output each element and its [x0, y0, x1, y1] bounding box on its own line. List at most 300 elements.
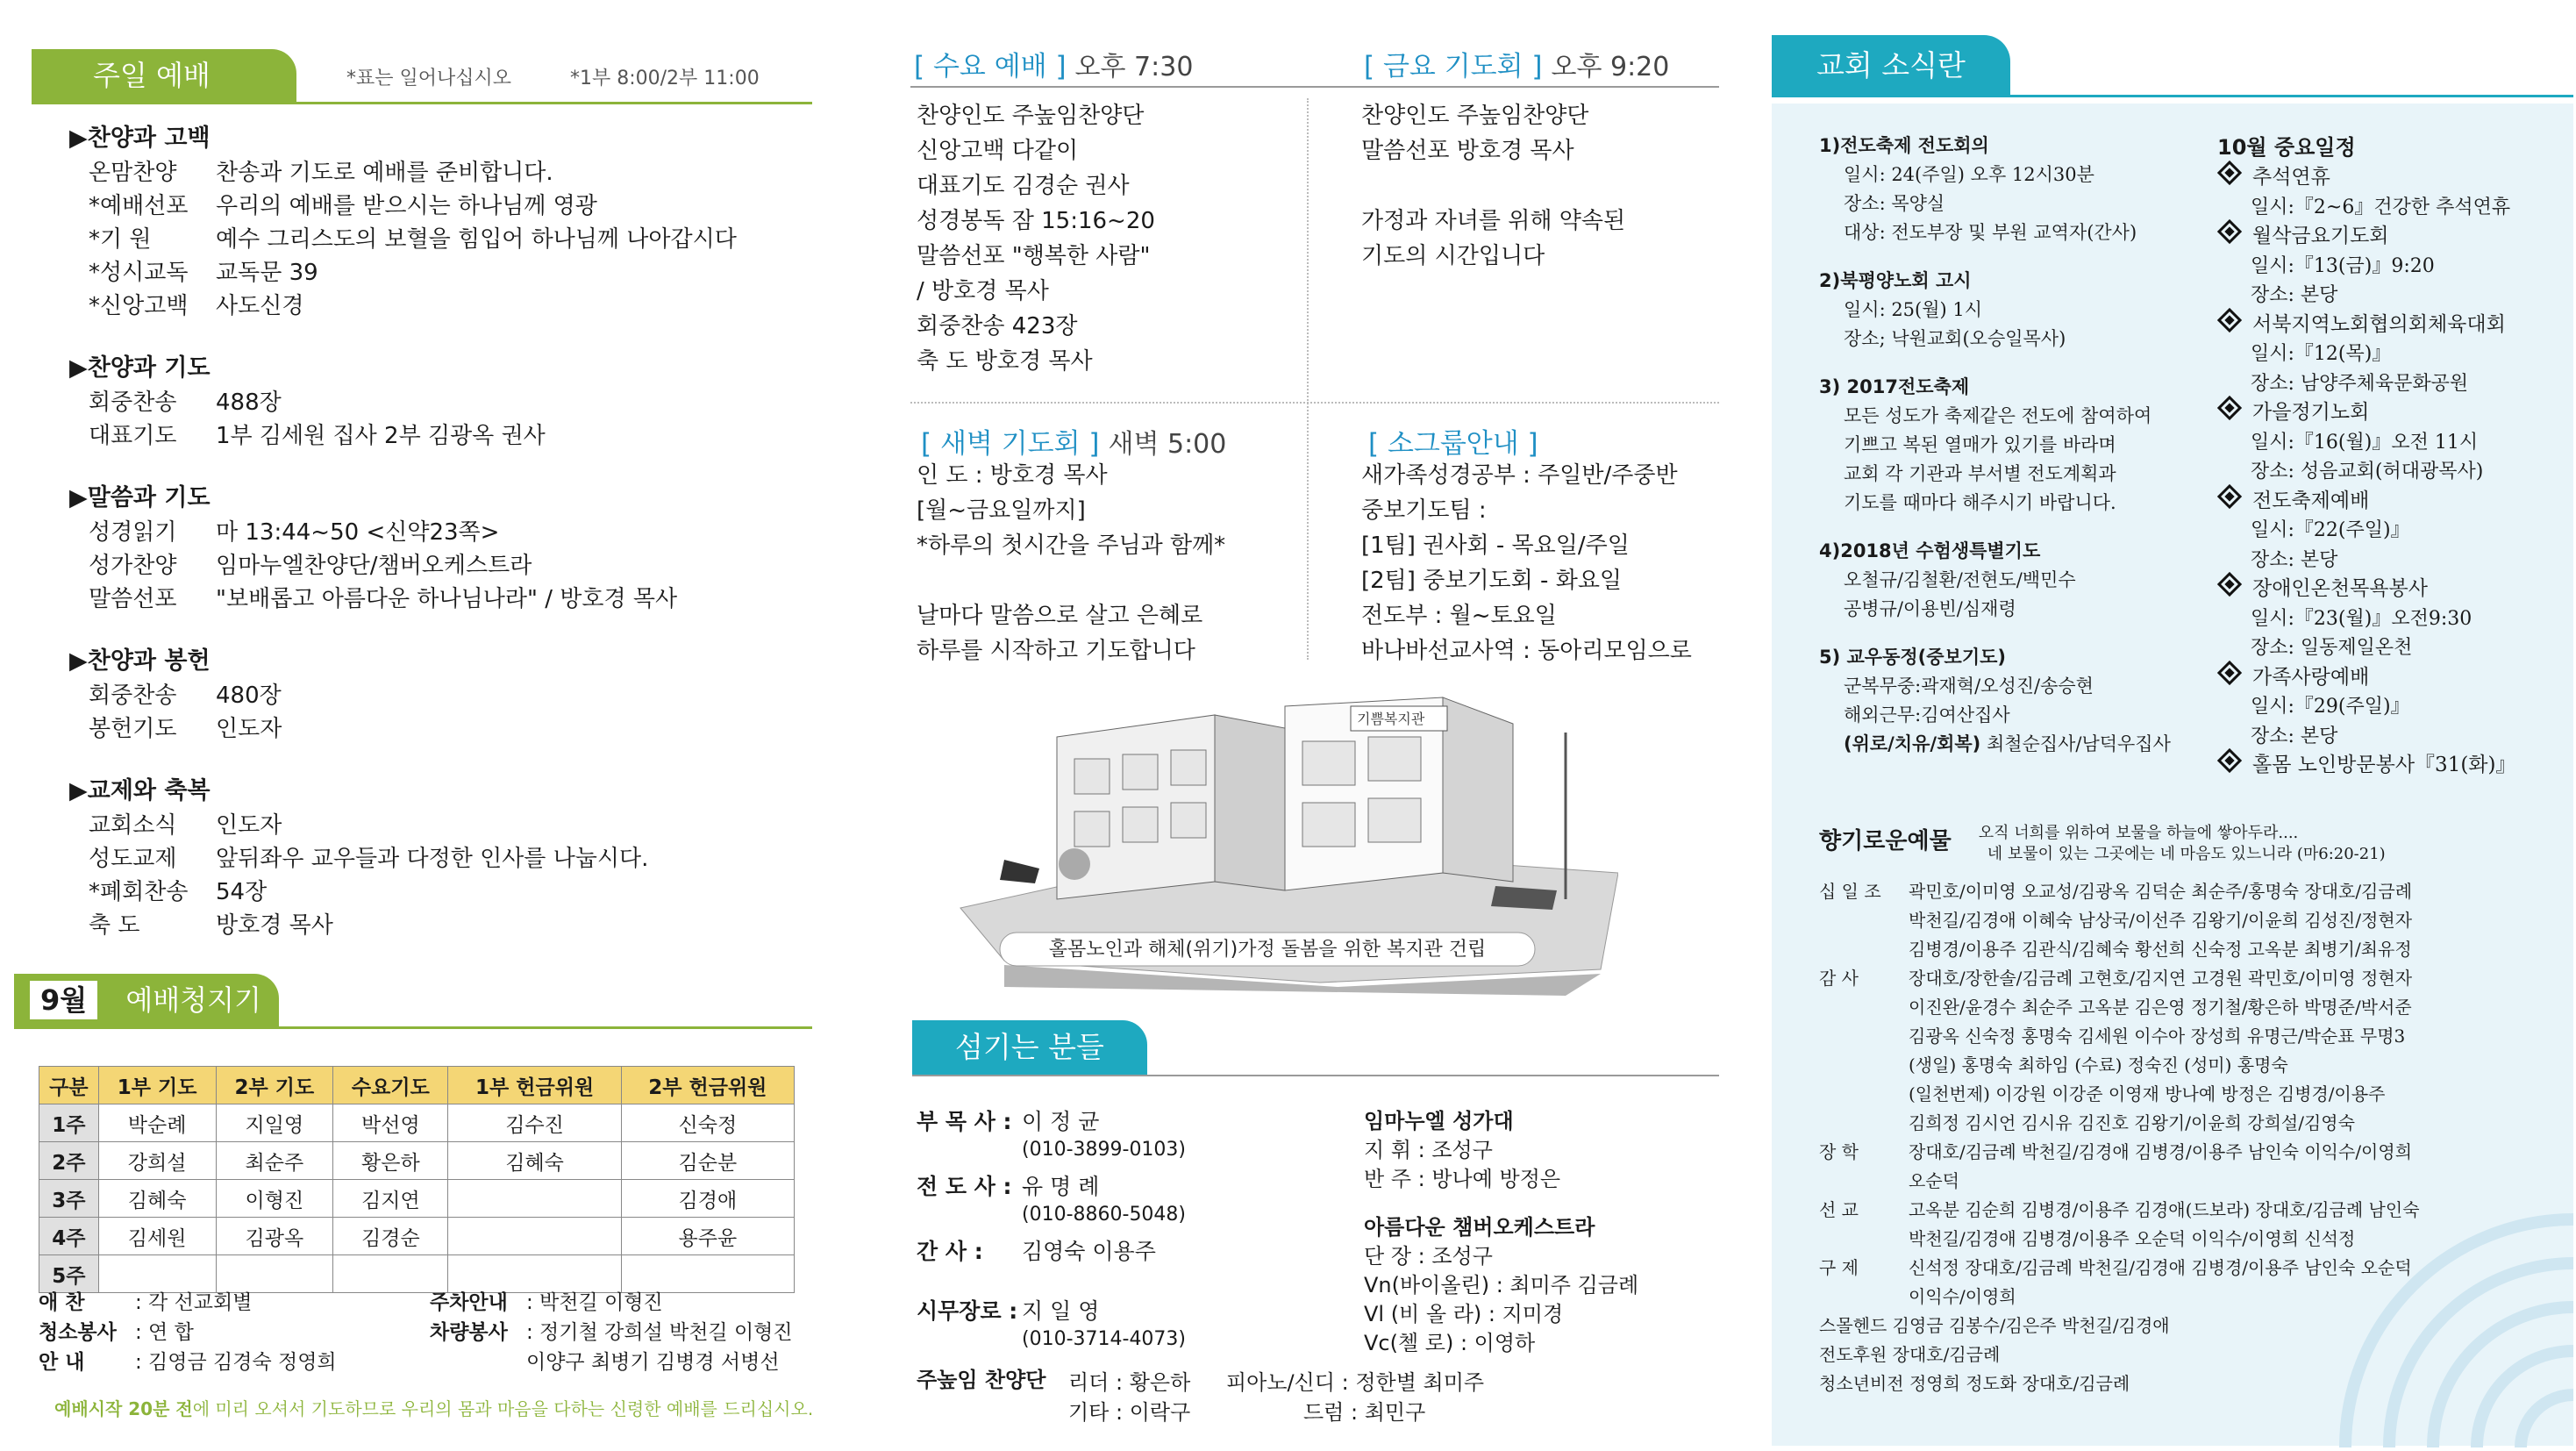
staff-names: 이양구 최병기 김병경 서병선 [526, 1351, 780, 1374]
offering-names: 스몰헨드 김영금 김봉수/김은주 박천길/김경애 [1819, 1315, 2170, 1336]
staff-names: : 연 합 [135, 1321, 194, 1344]
event-name: 서북지역노회협의회체육대회 [2252, 312, 2506, 336]
october-event [2217, 575, 2516, 604]
schedule-month: 9월 [30, 981, 97, 1019]
order-label: 교회소식 [89, 812, 177, 839]
table-cell: 강희설 [98, 1142, 216, 1180]
schedule-tab [14, 974, 279, 1026]
praise-team [917, 1365, 1045, 1395]
diamond-bullet-icon [2217, 660, 2242, 684]
order-value: "보배롭고 아름다운 하나님나라" / 방호경 목사 [216, 586, 678, 612]
offering-line [1819, 964, 2420, 993]
table-cell: 김순분 [621, 1142, 794, 1180]
event-name: 월삭금요기도회 [2252, 225, 2389, 247]
staff-row [430, 1347, 793, 1377]
text-line: 가정과 자녀를 위해 약속된 [1361, 208, 1626, 234]
friday-order [1361, 98, 1625, 274]
order-row [67, 289, 812, 323]
order-value: 방호경 목사 [216, 912, 333, 939]
event-name: 장애인온천목욕봉사 [2252, 577, 2428, 600]
staff-names: : 김영금 김경숙 정영희 [135, 1351, 337, 1374]
offering-names: 오순덕 [1909, 1170, 1959, 1191]
staff-row [430, 1288, 793, 1318]
order-value: 488장 [216, 390, 282, 416]
offering-names: 이익수/이영희 [1909, 1286, 2016, 1307]
wednesday-time: 오후 7:30 [1074, 52, 1194, 82]
text-line: 바나바선교사역 : 동아리모임으로 [1361, 638, 1692, 664]
worship-section [67, 644, 812, 746]
october-event [2217, 487, 2516, 517]
order-row [67, 679, 812, 712]
groups-title: [ 소그룹안내 ] [1368, 428, 1538, 460]
column-header: 2부 기도 [216, 1067, 333, 1104]
offering-names: 청소년비전 정영희 정도화 장대호/김금례 [1819, 1373, 2130, 1394]
servant-entry [917, 1237, 1186, 1267]
servant-entry [917, 1107, 1186, 1163]
table-cell: 3주 [39, 1180, 99, 1218]
event-detail: 장소: 본당 [2251, 284, 2338, 306]
order-label: 대표기도 [89, 423, 177, 449]
staff-role: 청소봉사 [39, 1321, 117, 1344]
groups-list [1361, 458, 1692, 668]
news-tab-rule [1772, 95, 2573, 97]
building-sign: 기쁨복지관 [1357, 711, 1425, 727]
worship-note-time: *1부 8:00/2부 11:00 [570, 68, 760, 89]
staff-row [430, 1318, 793, 1347]
table-row [39, 1104, 795, 1142]
order-row [67, 516, 812, 549]
offering-names: (생일) 홍명숙 최하임 (수료) 정숙진 (성미) 홍명숙 [1909, 1054, 2288, 1076]
servant-name: 유 명 례 [1022, 1174, 1100, 1199]
news-line: 모든 성도가 축제같은 전도에 참여하여 [1844, 405, 2152, 426]
diamond-bullet-icon [2217, 396, 2242, 420]
column-header: 구분 [39, 1067, 99, 1104]
footer-rest: 에 미리 오셔서 기도하므로 우리의 몸과 마음을 다하는 신령한 예배를 드리십시오. [192, 1398, 814, 1419]
servant-line [917, 1107, 1186, 1137]
servant-role: 부 목 사 : [917, 1109, 1012, 1134]
table-cell: 김광옥 [216, 1218, 333, 1255]
worship-tab-title: 주일 예배 [93, 59, 211, 92]
news-item-title: 5) 교우동정(중보기도) [1819, 647, 2007, 668]
offering-verse2: 네 보물이 있는 그곳에는 네 마음도 있느니라 (마6:20-21) [1987, 845, 2386, 863]
offering-names: 박천길/김경애 이혜숙 남상국/이선주 김왕기/이윤희 김성진/정현자 [1909, 910, 2413, 931]
text-line [1361, 168, 1625, 204]
offering-title: 향기로운예물 [1819, 828, 1952, 854]
table-cell: 5주 [39, 1255, 99, 1293]
text-line: [1팀] 권사회 - 목요일/주일 [1361, 533, 1630, 559]
table-cell: 용주윤 [621, 1218, 794, 1255]
staff-role: 차량봉사 [430, 1321, 508, 1344]
order-row [67, 842, 812, 876]
event-name: 가을정기노회 [2252, 401, 2370, 424]
table-cell: 1주 [39, 1104, 99, 1142]
news-item [1819, 267, 2171, 354]
servant-name: 김영숙 이용주 [1022, 1239, 1156, 1264]
order-label: *기 원 [89, 226, 152, 253]
table-cell: 4주 [39, 1218, 99, 1255]
schedule-tab-title: 예배청지기 [125, 983, 261, 1017]
schedule-rule [14, 1026, 812, 1029]
order-value: 교독문 39 [216, 260, 318, 286]
praise-guitar: 기타 : 이락구 [1068, 1400, 1191, 1425]
servants-staff [917, 1107, 1186, 1362]
table-cell: 지일영 [216, 1104, 333, 1142]
choir-block [1364, 1107, 1638, 1358]
news-line: 군복무중:곽재혁/오성진/송승현 [1844, 675, 2094, 697]
servant-line [917, 1237, 1186, 1267]
table-cell [448, 1180, 621, 1218]
news-bold: (위로/치유/회복) [1844, 733, 1981, 754]
event-name: 가족사랑예배 [2252, 665, 2370, 689]
news-line: 해외근무:김여산집사 [1844, 704, 2010, 726]
order-value: 480장 [216, 683, 282, 709]
column-header: 수요기도 [333, 1067, 448, 1104]
order-row [67, 909, 812, 942]
services-vdivider [1307, 98, 1309, 660]
servant-name: 이 정 균 [1022, 1109, 1100, 1134]
servant-phone: (010-8860-5048) [1022, 1204, 1187, 1226]
schedule-footer [54, 1395, 813, 1420]
table-cell: 박순례 [98, 1104, 216, 1142]
offering-verse1: 오직 너희를 위하여 보물을 하늘에 쌓아두라.... [1978, 824, 2299, 842]
text-line: [월~금요일까지] [917, 497, 1086, 524]
worship-order [67, 109, 812, 942]
order-label: 성가찬양 [89, 553, 177, 579]
october-list [2217, 163, 2516, 781]
servant-role: 전 도 사 : [917, 1174, 1012, 1199]
order-label: 회중찬송 [89, 390, 177, 416]
order-value: 앞뒤좌우 교우들과 다정한 인사를 나눕시다. [216, 846, 649, 872]
dawn-title: [ 새벽 기도회 ] [921, 428, 1100, 460]
order-row [67, 189, 812, 223]
order-label: *예배선포 [89, 193, 189, 219]
table-cell: 김수진 [448, 1104, 621, 1142]
offering-line [1819, 1051, 2420, 1080]
offering-line [1819, 993, 2420, 1022]
friday-header [1364, 44, 1669, 83]
table-cell: 최순주 [216, 1142, 333, 1180]
praise-drum: 드럼 : 최민구 [1303, 1400, 1426, 1425]
dawn-order [917, 458, 1225, 668]
order-value: 우리의 예배를 받으시는 하나님께 영광 [216, 193, 597, 219]
event-name: 홀몸 노인방문봉사『31(화)』 [2252, 754, 2516, 776]
offering-category: 구 제 [1819, 1257, 1859, 1278]
wednesday-order [917, 98, 1155, 379]
servant-line [917, 1172, 1186, 1202]
news-line: 기쁘고 복된 열매가 있기를 바라며 [1844, 434, 2116, 455]
worship-section [67, 121, 812, 323]
text-line: 날마다 말씀으로 살고 은혜로 [917, 603, 1203, 629]
event-detail: 장소: 본당 [2251, 725, 2338, 747]
october-schedule [2217, 132, 2516, 781]
order-row [67, 156, 812, 189]
worship-tab [32, 49, 296, 102]
servant-phone: (010-3899-0103) [1022, 1139, 1187, 1161]
car-left [1000, 860, 1039, 883]
offering-category: 선 교 [1819, 1199, 1859, 1220]
offering-header [1819, 823, 2386, 865]
diamond-bullet-icon [2217, 307, 2242, 332]
text-line: 신앙고백 다같이 [917, 138, 1079, 164]
event-detail: 일시:『16(월)』오전 11시 [2251, 431, 2479, 454]
praise-leader: 리더 : 황은하 [1068, 1370, 1191, 1395]
order-label: 성경읽기 [89, 519, 177, 546]
offering-line [1819, 906, 2420, 935]
praise-title: 주높임 찬양단 [917, 1368, 1046, 1392]
news-item [1819, 537, 2171, 624]
order-value: 예수 그리스도의 보혈을 힘입어 하나님께 나아갑시다 [216, 226, 737, 253]
text-line: 회중찬송 423장 [917, 313, 1078, 340]
staff-row [39, 1347, 337, 1377]
order-row [67, 386, 812, 419]
october-event [2217, 663, 2516, 693]
choir-line: 반 주 : 방나예 방정은 [1364, 1167, 1561, 1191]
table-cell: 김세원 [98, 1218, 216, 1255]
diamond-bullet-icon [2217, 219, 2242, 244]
order-value: 인도자 [216, 716, 282, 742]
services-rule [910, 86, 1719, 88]
table-row [39, 1142, 795, 1180]
table-row [39, 1218, 795, 1255]
choir2-title: 아름다운 챔버오케스트라 [1364, 1215, 1595, 1240]
friday-title: [ 금요 기도회 ] [1364, 51, 1543, 82]
offering-names: 박천길/김경애 김병경/이용주 오순덕 이익수/이영희 신석정 [1909, 1228, 2356, 1249]
friday-time: 오후 9:20 [1551, 52, 1670, 82]
servant-name: 지 일 영 [1022, 1298, 1100, 1324]
choir-line: Vn(바이올린) : 최미주 김금례 [1364, 1273, 1639, 1297]
offering-names: 고옥분 김순희 김병경/이용주 김경애(드보라) 장대호/김금례 남인숙 [1909, 1199, 2420, 1220]
offering-line [1819, 935, 2420, 964]
choir-line: Vc(첼 로) : 이영하 [1364, 1331, 1536, 1355]
event-name: 전도축제예배 [2252, 489, 2370, 512]
staff-names: : 박천길 이형진 [526, 1291, 663, 1314]
servant-entry [917, 1172, 1186, 1228]
text-line: 말씀선포 "행복한 사람" [917, 243, 1151, 269]
table-cell: 김혜숙 [98, 1180, 216, 1218]
news-line [1819, 730, 2171, 759]
dawn-header [921, 421, 1226, 461]
building-side [1215, 715, 1285, 890]
offering-names: 김병경/이용주 김관식/김혜숙 황선희 신숙정 고옥분 최병기/최유정 [1909, 939, 2412, 960]
offering-line [1819, 1312, 2420, 1340]
text-line: *하루의 첫시간을 주님과 함께* [917, 533, 1226, 559]
offering-names: 전도후원 장대호/김금례 [1819, 1344, 2001, 1365]
choir1-list [1364, 1136, 1638, 1194]
choir-line: 단 장 : 조성구 [1364, 1244, 1493, 1269]
order-label: 봉헌기도 [89, 716, 177, 742]
event-detail: 일시:『2~6』건강한 추석연휴 [2251, 196, 2511, 218]
text-line: 인 도 : 방호경 목사 [917, 462, 1108, 489]
order-row [67, 549, 812, 583]
table-cell: 2주 [39, 1142, 99, 1180]
staff-left [39, 1288, 337, 1377]
servants-tab [912, 1020, 1147, 1075]
diamond-bullet-icon [2217, 161, 2242, 185]
order-value: 임마누엘찬양단/챔버오케스트라 [216, 553, 532, 579]
diamond-bullet-icon [2217, 748, 2242, 773]
section-title: ▶찬양과 고백 [69, 125, 211, 152]
news-line: 장소; 낙원교회(오승일목사) [1844, 328, 2066, 349]
news-item-title: 1)전도축제 전도회의 [1819, 135, 1989, 156]
groups-header [1368, 421, 1538, 461]
news-line: 장소: 목양실 [1844, 193, 1945, 214]
servant-line [917, 1297, 1186, 1326]
staff-role: 주차안내 [430, 1291, 508, 1314]
building-main-side [1443, 697, 1513, 882]
offering-names: 곽민호/이미영 오교성/김광옥 김덕순 최순주/홍명숙 장대호/김금례 [1909, 881, 2413, 902]
text-line: 찬양인도 주높임찬양단 [917, 103, 1145, 129]
dawn-time: 새벽 5:00 [1108, 429, 1227, 460]
news-line: 일시: 25(월) 1시 [1844, 299, 1983, 320]
offering-line [1819, 1167, 2420, 1196]
order-value: 1부 김세원 집사 2부 김광옥 권사 [216, 423, 546, 449]
news-rest: 최철순집사/남덕우집사 [1980, 733, 2171, 754]
servant-entry [917, 1297, 1186, 1353]
news-line: 교회 각 기관과 부서별 전도계획과 [1844, 463, 2116, 484]
table-cell: 김경애 [621, 1180, 794, 1218]
section-title: ▶말씀과 기도 [69, 484, 211, 511]
offering-names: 신석정 장대호/김금례 박천길/김경애 김병경/이용주 남인숙 오순덕 [1909, 1257, 2412, 1278]
servant-role: 시무장로 : [917, 1298, 1018, 1324]
offering-line [1819, 877, 2420, 906]
worship-section [67, 351, 812, 453]
text-line: 말씀선포 방호경 목사 [1361, 138, 1574, 164]
offering-category: 십 일 조 [1819, 881, 1881, 902]
table-cell: 신숙정 [621, 1104, 794, 1142]
tree [1059, 848, 1090, 880]
staff-right [430, 1288, 793, 1377]
choir1-title: 임마누엘 성가대 [1364, 1109, 1514, 1133]
order-value: 사도신경 [216, 293, 304, 319]
offering-list [1819, 877, 2420, 1398]
order-value: 54장 [216, 879, 268, 905]
order-value: 마 13:44~50 <신약23쪽> [216, 519, 500, 546]
order-label: 회중찬송 [89, 683, 177, 709]
text-line: 기도의 시간입니다 [1361, 243, 1545, 269]
offering-line [1819, 1340, 2420, 1369]
column-header: 1부 헌금위원 [448, 1067, 621, 1104]
order-row [67, 583, 812, 616]
section-title: ▶찬양과 기도 [69, 354, 211, 382]
order-value: 찬송과 기도로 예배를 준비합니다. [216, 160, 553, 186]
news-line: 공병규/이용빈/심재령 [1844, 598, 2016, 619]
order-row [67, 256, 812, 289]
diamond-bullet-icon [2217, 572, 2242, 597]
wednesday-title: [ 수요 예배 ] [914, 51, 1067, 82]
text-line: / 방호경 목사 [917, 278, 1049, 304]
table-header-row [39, 1067, 795, 1104]
servants-rule [912, 1075, 1719, 1076]
news-line: 대상: 전도부장 및 부원 교역자(간사) [1844, 222, 2137, 243]
choir-line: Vl (비 올 라) : 지미경 [1364, 1302, 1564, 1326]
offering-names: 장대호/김금례 박천길/김경애 김병경/이용주 남인숙 이익수/이영희 [1909, 1141, 2413, 1162]
offering-names: (일천번제) 이강원 이강준 이영재 방나예 방정은 김병경/이용주 [1909, 1083, 2386, 1104]
news-item [1819, 373, 2171, 518]
october-event [2217, 751, 2516, 781]
staff-role: 안 내 [39, 1351, 85, 1374]
choir-line: 지 휘 : 조성구 [1364, 1138, 1493, 1162]
text-line: 대표기도 김경순 권사 [917, 173, 1130, 199]
offering-category: 감 사 [1819, 968, 1859, 989]
worship-rule [32, 102, 812, 104]
staff-names: : 각 선교회별 [135, 1291, 253, 1314]
order-row [67, 809, 812, 842]
event-detail: 장소: 성음교회(허대광목사) [2251, 461, 2484, 482]
news-items [1819, 132, 2171, 778]
text-line: 하루를 시작하고 기도합니다 [917, 638, 1195, 664]
text-line: 전도부 : 월~토요일 [1361, 603, 1557, 629]
choir2-list [1364, 1242, 1638, 1358]
table-cell: 황은하 [333, 1142, 448, 1180]
offering-line [1819, 1080, 2420, 1109]
welfare-building-illustration [952, 680, 1618, 1000]
wednesday-header [914, 44, 1193, 83]
schedule-table [39, 1066, 795, 1293]
news-item-title: 3) 2017전도축제 [1819, 376, 1970, 397]
event-detail: 일시:『13(금)』9:20 [2251, 254, 2435, 277]
table-cell: 김지연 [333, 1180, 448, 1218]
offering-line [1819, 1138, 2420, 1167]
offering-line [1819, 1022, 2420, 1051]
event-detail: 일시:『12(목)』 [2251, 343, 2392, 365]
news-tab [1772, 35, 2010, 96]
column-header: 2부 헌금위원 [621, 1067, 794, 1104]
order-label: *폐회찬송 [89, 879, 189, 905]
event-detail: 장소: 남양주체육문화공원 [2251, 372, 2469, 395]
table-row [39, 1180, 795, 1218]
worship-note-stand: *표는 일어나십시오 [346, 68, 512, 89]
servant-role: 간 사 : [917, 1239, 983, 1264]
worship-section [67, 774, 812, 942]
offering-line [1819, 1283, 2420, 1312]
order-label: *성시교독 [89, 260, 189, 286]
servant-phone: (010-3714-4073) [1022, 1328, 1187, 1350]
text-line: [2팀] 중보기도회 - 화요일 [1361, 568, 1623, 594]
order-label: 말씀선포 [89, 586, 177, 612]
staff-names: : 정기철 강희설 박천길 이형진 [526, 1321, 793, 1344]
footer-bold: 예배시작 20분 전 [54, 1398, 193, 1419]
news-tab-title: 교회 소식란 [1816, 48, 1966, 82]
offering-line [1819, 1109, 2420, 1138]
offering-names: 김희정 김시언 김시유 김진호 김왕기/이윤희 강희설/김영숙 [1909, 1112, 2355, 1133]
staff-row [39, 1288, 337, 1318]
services-hdivider [910, 402, 1719, 404]
news-item [1819, 132, 2171, 247]
table-cell: 김혜숙 [448, 1142, 621, 1180]
order-label: 성도교제 [89, 846, 177, 872]
offering-line [1819, 1254, 2420, 1283]
offering-line [1819, 1225, 2420, 1254]
text-line: 성경봉독 잠 15:16~20 [917, 208, 1155, 234]
staff-row [39, 1318, 337, 1347]
offering-names: 김광옥 신숙정 홍명숙 김세원 이수아 장성희 유명근/박순표 무명3 [1909, 1026, 2406, 1047]
order-value: 인도자 [216, 812, 282, 839]
table-cell: 김경순 [333, 1218, 448, 1255]
event-detail: 장소: 본당 [2251, 548, 2338, 571]
news-item-title: 2)북평양노회 고시 [1819, 270, 1972, 291]
column-header: 1부 기도 [98, 1067, 216, 1104]
order-label: *신앙고백 [89, 293, 189, 319]
table-cell: 이형진 [216, 1180, 333, 1218]
order-row [67, 712, 812, 746]
offering-category: 장 학 [1819, 1141, 1859, 1162]
october-event [2217, 222, 2516, 252]
offering-names: 장대호/장한솔/김금례 고현호/김지연 고경원 곽민호/이미영 정현자 [1909, 968, 2413, 989]
order-row [67, 419, 812, 453]
offering-line [1819, 1196, 2420, 1225]
praise-piano: 피아노/신디 : 정한별 최미주 [1226, 1370, 1485, 1395]
offering-names: 이진완/윤경수 최순주 고옥분 김은영 정기철/황은하 박명준/박서준 [1909, 997, 2412, 1018]
